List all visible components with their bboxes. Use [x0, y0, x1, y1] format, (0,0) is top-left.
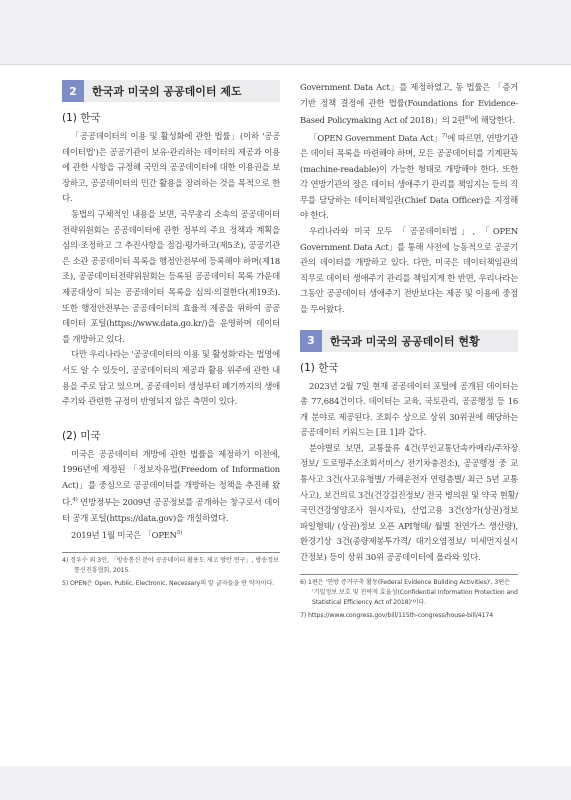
right-column	[300, 80, 518, 621]
section-3-title: 한국과 미국의 공공데이터 현황	[330, 334, 480, 348]
footnote-7[interactable]: 7) https://www.congress.gov/bill/115th-congress/house-bill/4174	[300, 611, 494, 619]
section-2-heading	[62, 80, 280, 102]
usa-law-para-3: 「OPEN Government Data Act」$^{7)}$에 따르면, 연방기관은 데이터 목록을 마련해야 하며, 모든 공공데이터를 기계판독(machine-readable)이 가능한 형태로 개방해야 한다. 또한 각 연방기관의 장은 데이터 생애주기 관리를 책임지는 등의 직무를 담당하는 데이터책임관(Chief Data Officer)을 지정해야 한다.	[300, 132, 519, 221]
header-divider	[0, 64, 571, 65]
usa-law-para-2-cont: Government Data Act」를 제정하였고, 동 법률은 「증거기반 정책 결정에 관한 법률(Foundations for Evidence-Based Policymaking Act of 2018)」의 2편$^{6)}$에 해당한다.	[300, 82, 518, 125]
korea-status-para-2: 분야별로 보면, 교통물류 4건(무인교통단속카메라/주차장정보/ 도로명주소조회서비스/ 전기차충전소), 공공행정 중 교통사고 3건(사고유형별/ 가해운전자 연령층별/ 최근 5년 교통사고), 보건의료 3건(건강검진정보/ 전국 병의원 및 약국 현황/ 국민건강영양조사 원시자료), 산업고용 3건(상가(상권)정보 파일형태/ (상권)정보 오픈 API형태/ 월별 천연가스 생산량), 환경기상 3건(종량제봉투가격/ 대기오염정보/ 미세먼지실시간정보) 등이 상위 30위 공공데이터에 올라와 있다.	[300, 442, 518, 563]
korea-status-para-1: 2023년 2월 7일 현재 공공데이터 포털에 공개된 데이터는 총 77,684건이다. 데이터는 교육, 국토관리, 공공행정 등 16개 분야로 제공된다. 조회수 상으로 상위 30위권에 해당하는 공공데이터 키워드는 [표 1]과 같다.	[300, 380, 518, 438]
footnote-5: 5) OPEN은 Open, Public, Electronic, Necessary의 앞 글자들을 딴 약자이다.	[62, 579, 275, 587]
footnote-ref-4[interactable]: 4)	[72, 497, 78, 504]
usa-law-heading: (2) 미국	[62, 429, 101, 442]
usa-law-para-4: 우리나라와 미국 모두 「공공데이터법」, 「OPEN Government Data Act」를 통해 사전에 능동적으로 공공기관의 데이터를 개방하고 있다. 다만, 미국은 데이터책임관의 직무로 데이터 생애주기 관리를 책임지게 한 반면, 우리나라는 그동안 공공데이터 생애주기 전반보다는 제공 및 이용에 중점을 두어왔다.	[300, 225, 518, 314]
korea-law-para-3: 다만 우리나라는 '공공데이터의 이용 및 활성화'라는 법명에서도 알 수 있듯이, 공공데이터의 제공과 활용 위주에 관한 내용을 주로 담고 있으며, 공공데이터 생성부터 폐기까지의 생애주기와 관련한 규정이 반영되지 않은 측면이 있다.	[62, 349, 280, 407]
korea-law-para-1: 「공공데이터의 이용 및 활성화에 관한 법률」(이하 '공공데이터법')은 공공기관이 보유·관리하는 데이터의 제공과 이용에 관한 사항을 규정해 국민의 공공데이터에 대한 이용권을 보장하고, 공공데이터의 민간 활용을 장려하는 것을 목적으로 한다.	[62, 131, 280, 204]
korea-law-heading: (1) 한국	[62, 112, 101, 124]
footnote-ref-7[interactable]: 7)	[441, 132, 448, 139]
footer-band	[0, 766, 571, 800]
header-band	[0, 0, 571, 64]
section-3-number: 3	[300, 330, 322, 352]
footnote-divider-left	[62, 552, 280, 553]
left-column	[62, 80, 280, 589]
usa-law-para-1: 미국은 공공데이터 개방에 관한 법률을 제정하기 이전에, 1996년에 제정된 「정보자유법(Freedom of Information Act)」를 중심으로 공공데이터를 개방하는 정책을 추진해 왔다.$^{4)}$ 연방정부는 2009년 공공정보를 공개하는 창구로서 데이터 공개 포털(https://data.gov)을 개설하였다.	[62, 448, 280, 523]
usa-law-para-2-start: 2019년 1월 미국은 「OPEN$^{5)}$	[71, 530, 183, 541]
footnote-4: 4) 정우수 외 3인, 「방송통신 분야 공공데이터 활용도 제고 방안 연구」, 방송정보통신진흥협회, 2015.	[62, 556, 279, 574]
footnote-divider-right	[300, 574, 518, 575]
section-2-number: 2	[62, 80, 84, 102]
section-2-title: 한국과 미국의 공공데이터 제도	[92, 85, 242, 98]
section-3-heading	[300, 330, 518, 352]
footnote-ref-5[interactable]: 5)	[176, 530, 183, 537]
footnote-6: 6) 1편은 '연방 증거구축 활동(Federal Evidence Building Activities)', 3편은 '기밀정보 보호 및 전략적 효율성(Confidential Information Protection and Statistical Efficiency Act of 2018)'이다.	[300, 578, 518, 606]
korea-law-para-2: 동법의 구체적인 내용을 보면, 국무총리 소속의 공공데이터전략위원회는 공공데이터에 관한 정부의 주요 정책과 계획을 심의·조정하고 그 추진사항을 점검·평가하고(제5조), 공공기관은 소관 공공데이터 목록을 행정안전부에 등록해야 하며(제18조), 공공데이터전략위원회는 등록된 공공데이터 목록 가운데 제공대상이 되는 공공데이터 목록을 심의·의결한다(제19조). 또한 행정안전부는 공공데이터의 효율적 제공을 위하여 공공데이터 포털(https://www.data.go.kr/)을 운영하며 데이터를 개방하고 있다.	[62, 208, 280, 344]
korea-status-heading: (1) 한국	[300, 361, 339, 374]
footnote-ref-6[interactable]: 6)	[465, 115, 471, 122]
